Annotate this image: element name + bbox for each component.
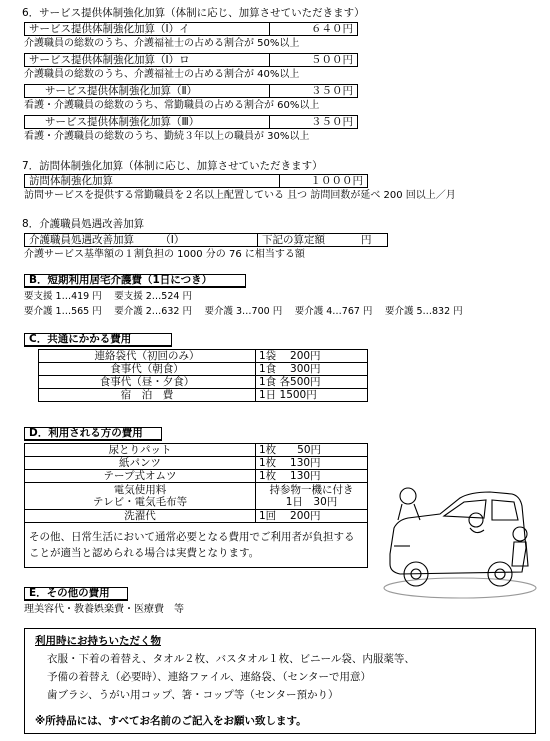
secD-table (24, 443, 368, 568)
fee-label: 食事代（昼・夕食） (39, 376, 256, 389)
secC-heading: C．共通にかかる費用 (24, 333, 172, 347)
fee-label: 宿 泊 費 (39, 389, 256, 402)
row-label: 介護職員処遇改善加算 （Ⅰ） (29, 234, 185, 246)
secD-note: その他、日常生活において通常必要となる費用でご利用者が負担することが適当と認められる場合は実費となります。 (25, 523, 368, 568)
table-row (39, 376, 368, 389)
row-price: １０００円 (279, 175, 367, 187)
fee-label: 連絡袋代（初回のみ） (39, 350, 256, 363)
fee-label: テープ式オムツ (25, 470, 256, 483)
sec7-note: 訪問サービスを提供する常勤職員を２名以上配置している 且つ 訪問回数が延べ 200 回以上／月 (24, 190, 456, 201)
fee-price: 1食 各500円 (256, 376, 368, 389)
fee-price: 1枚 50円 (256, 444, 368, 457)
sec8-note: 介護サービス基準額の１割負担の 1000 分の 76 に相当する額 (24, 249, 305, 260)
bring-line2: 予備の着替え（必要時）、連絡ファイル、連絡袋、（センターで用意） (47, 671, 372, 683)
secB-line2: 要介護 1…565 円 要介護 2…632 円 要介護 3…700 円 要介護 4…767 円 要介護 5…832 円 (24, 306, 463, 317)
sec8-row (24, 233, 388, 247)
fee-price: 1枚 130円 (256, 457, 368, 470)
fee-price: 1回 200円 (256, 510, 368, 523)
sec6-row-4 (24, 115, 358, 129)
table-row (39, 389, 368, 402)
table-row (39, 363, 368, 376)
row-label: サービス提供体制強化加算（Ⅲ） (45, 116, 200, 128)
fee-label: 尿とりパット (25, 444, 256, 457)
fee-label: 電気使用料 テレビ・電気毛布等 (25, 483, 256, 510)
table-row (25, 510, 368, 523)
fee-label: 洗濯代 (25, 510, 256, 523)
bring-box (24, 628, 536, 734)
secB-line1: 要支援 1…419 円 要支援 2…524 円 (24, 291, 192, 302)
row-unit: 円 (361, 234, 372, 246)
row-label: サービス提供体制強化加算（Ⅱ） (45, 85, 198, 97)
secE-heading: E．その他の費用 (24, 587, 128, 601)
sec6-row-3 (24, 84, 358, 98)
bring-line3: 歯ブラシ、うがい用コップ、箸・コップ等（センター預かり） (47, 689, 339, 701)
row-price: ３５０円 (269, 116, 357, 128)
table-row (25, 470, 368, 483)
row-mid: 下記の算定額 (257, 234, 357, 246)
fee-label: 紙パンツ (25, 457, 256, 470)
row-price: ６４０円 (269, 23, 357, 35)
fee-price: 1袋 200円 (256, 350, 368, 363)
sec6-heading: 6．サービス提供体制強化加算（体制に応じ、加算させていただきます） (22, 7, 365, 19)
secD-heading: D．利用される方の費用 (24, 427, 162, 441)
sec7-row (24, 174, 368, 188)
table-row (25, 523, 368, 568)
bring-footer: ※所持品には、すべてお名前のご記入をお願い致します。 (35, 715, 307, 727)
table-row (25, 457, 368, 470)
sec7-heading: 7．訪問体制強化加算（体制に応じ、加算させていただきます） (22, 160, 323, 172)
table-row (39, 350, 368, 363)
sec8-heading: 8．介護職員処遇改善加算 (22, 218, 145, 230)
table-row (25, 483, 368, 510)
sec6-note-3: 看護・介護職員の総数のうち、常勤職員の占める割合が 60%以上 (24, 100, 320, 111)
sec6-row-1 (24, 22, 358, 36)
table-row (25, 444, 368, 457)
fee-price: 1枚 130円 (256, 470, 368, 483)
secE-line: 理美容代・教養娯楽費・医療費 等 (24, 604, 184, 615)
secB-heading: B．短期利用居宅介護費（1日につき） (24, 274, 246, 288)
row-label: サービス提供体制強化加算（Ⅰ）イ (29, 23, 190, 35)
bring-line1: 衣服・下着の着替え、タオル２枚、バスタオル１枚、ビニール袋、内服薬等、 (47, 653, 415, 665)
car-illustration (380, 476, 545, 604)
sec6-note-1: 介護職員の総数のうち、介護福祉士の占める割合が 50%以上 (24, 38, 300, 49)
fee-price: 持参物一機に付き 1日 30円 (256, 483, 368, 510)
row-price: ３５０円 (269, 85, 357, 97)
bring-title: 利用時にお持ちいただく物 (35, 635, 161, 647)
sec6-note-4: 看護・介護職員の総数のうち、勤続３年以上の職員が 30%以上 (24, 131, 310, 142)
sec6-row-2 (24, 53, 358, 67)
secC-table (38, 349, 368, 402)
fee-price: 1日 1500円 (256, 389, 368, 402)
fee-label: 食事代（朝食） (39, 363, 256, 376)
row-label: サービス提供体制強化加算（Ⅰ）ロ (29, 54, 190, 66)
fee-price: 1食 300円 (256, 363, 368, 376)
row-price: ５００円 (269, 54, 357, 66)
row-label: 訪問体制強化加算 (29, 175, 113, 187)
sec6-note-2: 介護職員の総数のうち、介護福祉士の占める割合が 40%以上 (24, 69, 300, 80)
